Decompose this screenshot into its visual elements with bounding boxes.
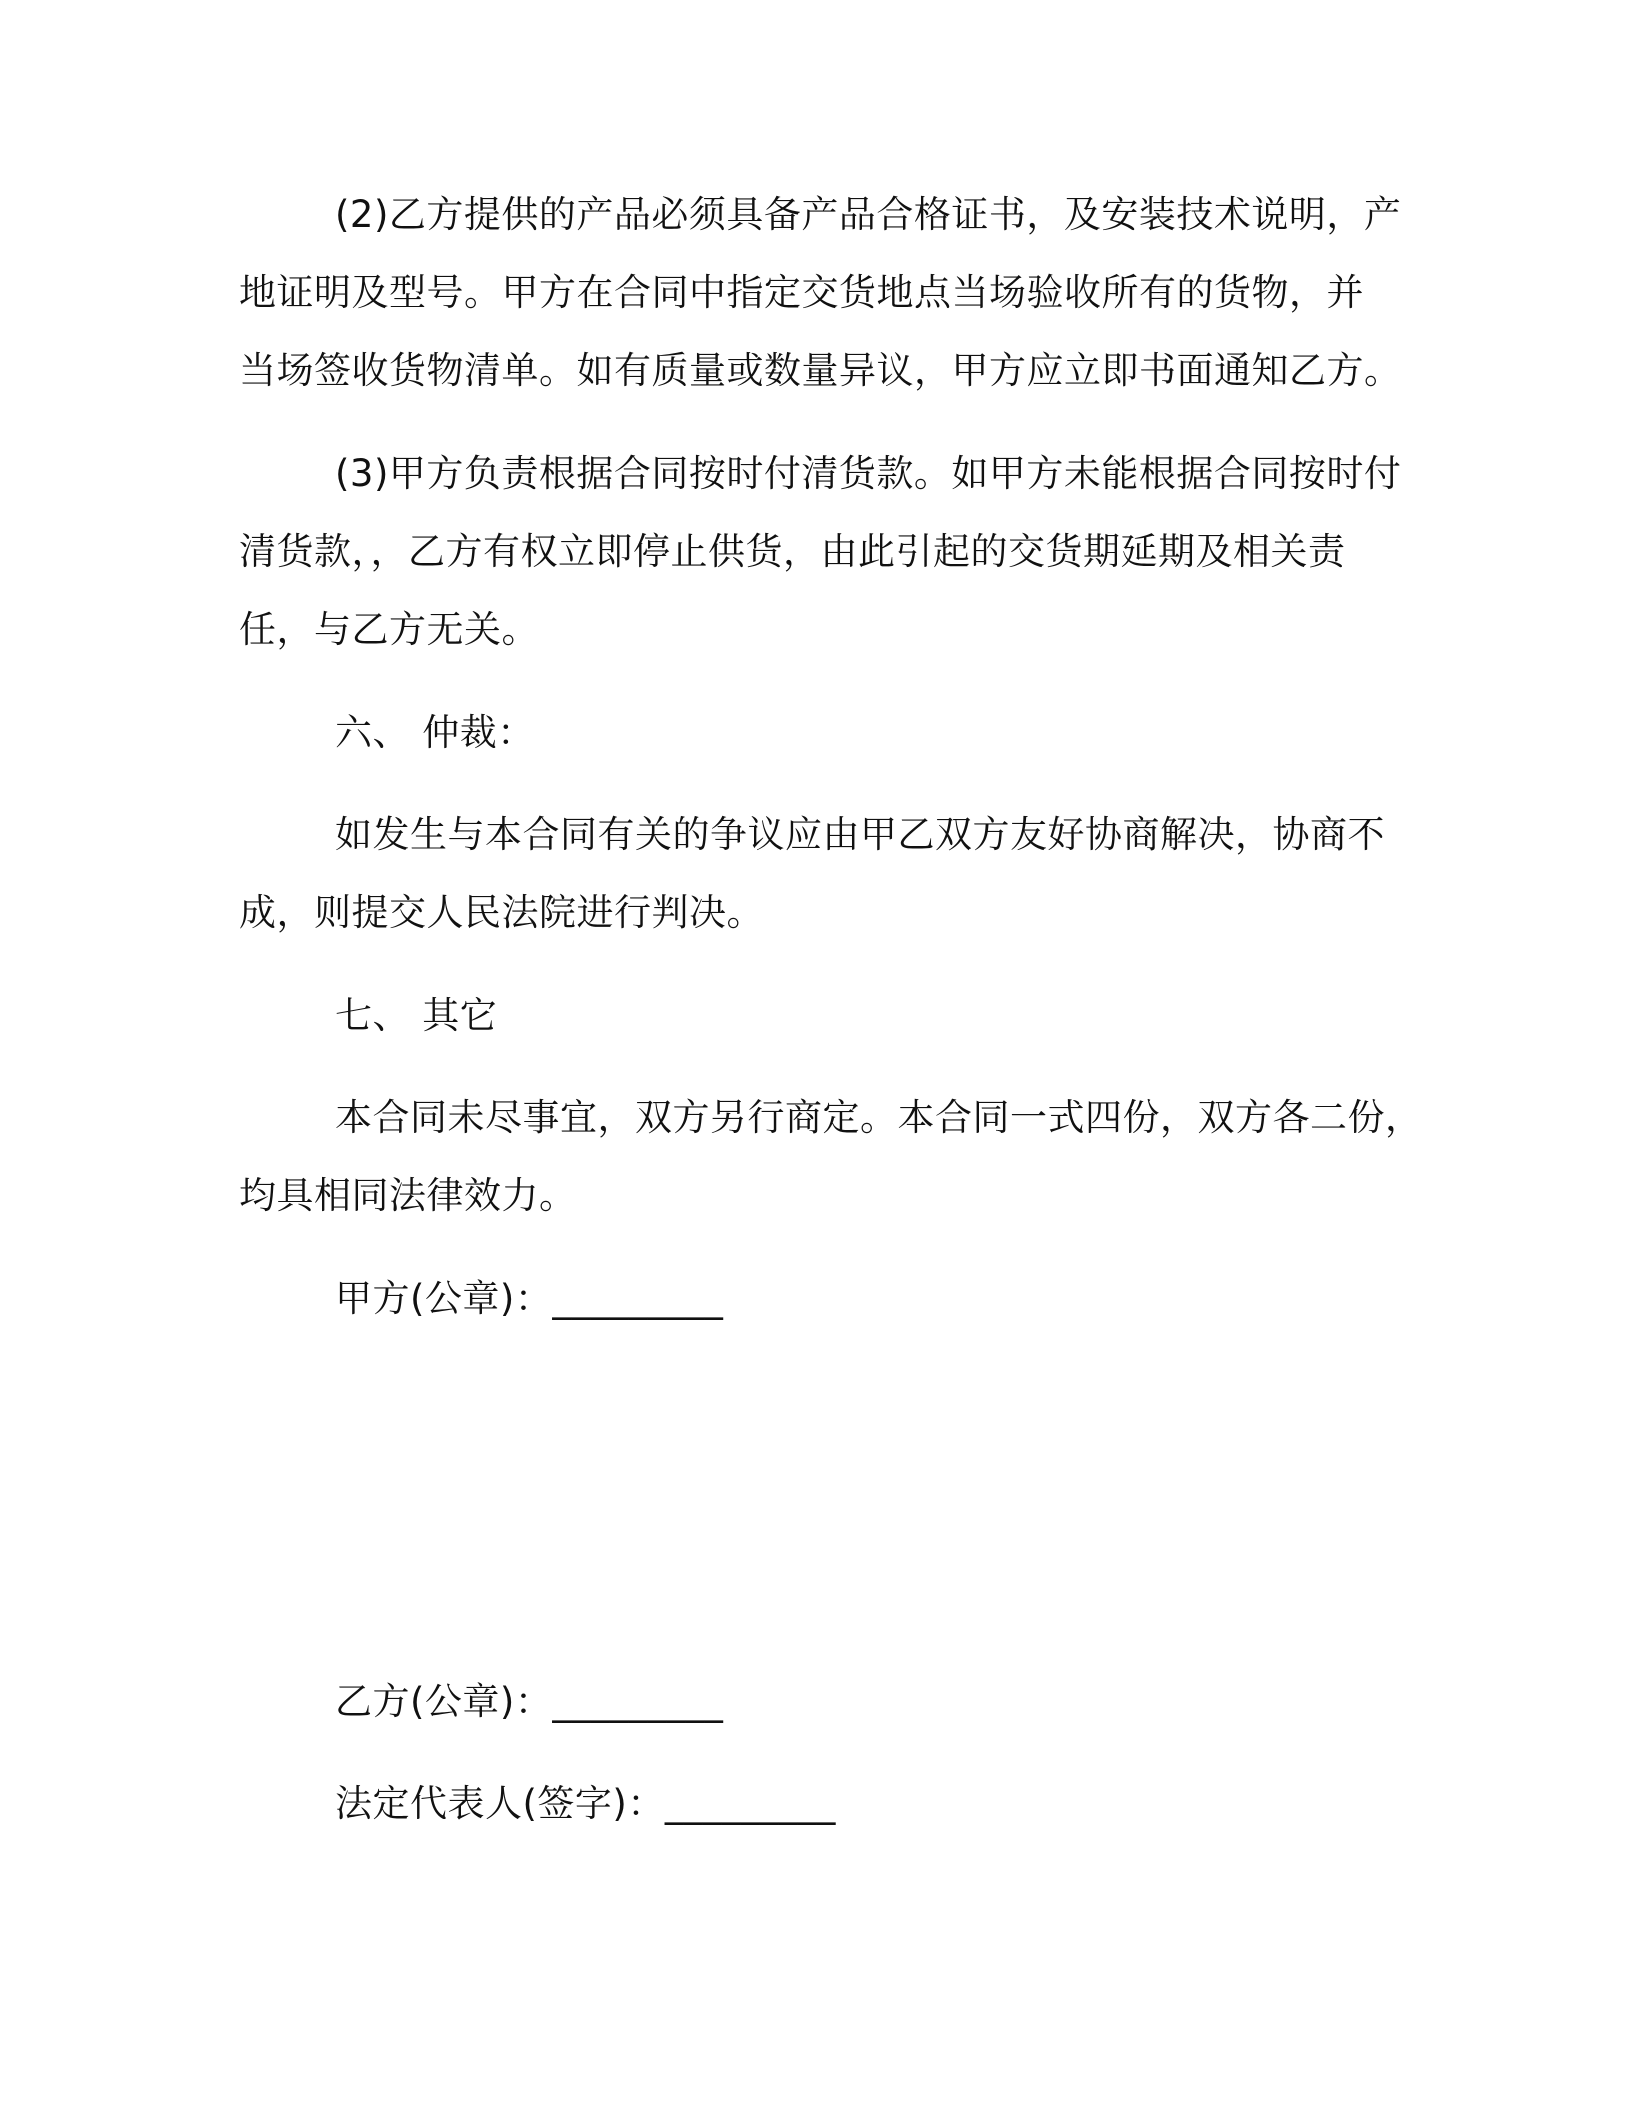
section-6-line-2: 成，则提交人民法院进行判决。 (239, 891, 764, 934)
clause-2-line-2: 地证明及型号。甲方在合同中指定交货地点当场验收所有的货物，并 (239, 271, 1364, 314)
section-7-heading: 七、 其它 (335, 994, 498, 1037)
section-6-body (239, 796, 1401, 952)
signature-party-b-block (239, 1663, 1401, 1741)
section-6-heading-block (239, 694, 1401, 772)
section-6-heading: 六、 仲裁： (335, 711, 535, 754)
signature-party-a: 甲方(公章)：_________ (335, 1277, 724, 1320)
clause-3-line-2: 清货款，，乙方有权立即停止供货，由此引起的交货期延期及相关责 (239, 530, 1346, 573)
section-6-line-1: 如发生与本合同有关的争议应由甲乙双方友好协商解决，协商不 (335, 813, 1385, 856)
clause-2-line-3: 当场签收货物清单。如有质量或数量异议，甲方应立即书面通知乙方。 (239, 349, 1402, 392)
signature-legal-rep-block (239, 1765, 1401, 1843)
clause-2 (239, 176, 1401, 410)
section-7-heading-block (239, 977, 1401, 1055)
clause-2-line-1: (2)乙方提供的产品必须具备产品合格证书，及安装技术说明，产 (335, 193, 1402, 236)
clause-3 (239, 435, 1401, 669)
clause-3-line-3: 任，与乙方无关。 (239, 608, 539, 651)
section-7-body (239, 1079, 1423, 1235)
section-7-line-1: 本合同未尽事宜，双方另行商定。本合同一式四份，双方各二份， (335, 1096, 1423, 1139)
signature-party-b: 乙方(公章)：_________ (335, 1680, 724, 1723)
section-7-line-2: 均具相同法律效力。 (239, 1174, 577, 1217)
clause-3-line-1: (3)甲方负责根据合同按时付清货款。如甲方未能根据合同按时付 (335, 452, 1402, 495)
signature-legal-rep: 法定代表人(签字)：_________ (335, 1782, 836, 1825)
signature-party-a-block (239, 1260, 1401, 1338)
